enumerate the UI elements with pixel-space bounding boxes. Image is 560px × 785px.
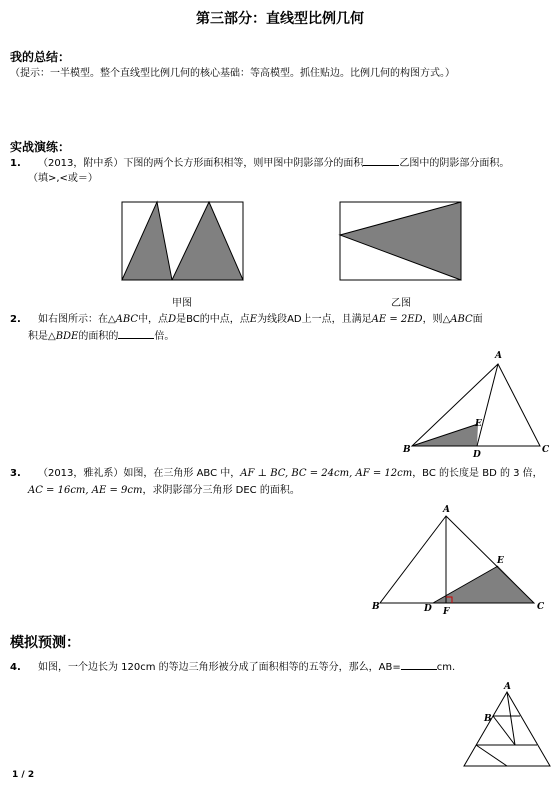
q2-text-b1: 积是 [28, 331, 48, 342]
q4-line-4 [476, 745, 507, 766]
q2-text-a1: 如右图所示：在 [37, 314, 108, 325]
q2-figure [402, 351, 550, 460]
q3-figure [371, 505, 545, 617]
figure-jia [122, 202, 243, 280]
q3-text-a2: ，BC 的长度是 BD 的 3 倍， [412, 468, 543, 479]
q2-math-d: D [168, 314, 177, 325]
summary-hint: （提示：一半模型。整个直线型比例几何的核心基础：等高模型。抓住贴边。比例几何的构图方式。） [10, 68, 455, 79]
q2-line1 [10, 313, 483, 326]
q3-math-cond2: AC = 16cm, AE = 9cm [28, 485, 143, 496]
q3-line1 [10, 467, 543, 480]
q2-label-d: D [473, 450, 481, 460]
jia-shaded-triangle-1 [122, 202, 172, 280]
q2-math-abc: △ABC [107, 314, 139, 325]
q4-number: 4. [10, 662, 21, 673]
q1-text-c: （填>,<或＝） [28, 173, 98, 184]
q2-text-a8: 面 [472, 314, 483, 325]
q4-answer-blank[interactable] [401, 660, 437, 670]
q2-math-eq: AE = 2ED [371, 314, 423, 325]
q3-label-a: A [443, 505, 450, 515]
summary-heading: 我的总结： [10, 50, 71, 64]
q2-label-c: C [542, 445, 550, 455]
yi-shaded-triangle [340, 202, 461, 280]
q2-label-a: A [495, 351, 502, 361]
page-number: 1 / 2 [12, 770, 35, 780]
q4-line1 [10, 660, 455, 674]
q4-text-b: cm. [436, 662, 456, 673]
q3-label-d: D [424, 604, 432, 614]
q3-label-c: C [537, 602, 545, 612]
q2-segment-ad [477, 364, 498, 446]
q4-line-5 [507, 692, 515, 745]
q2-text-a3: 是 [176, 314, 187, 325]
q2-text-b3: 倍。 [154, 331, 175, 342]
q2-math-abc2: △ABC [442, 314, 473, 325]
q2-math-e: E [249, 314, 258, 325]
q2-text-a7: ，则 [422, 314, 443, 325]
q1-caption-right: 乙图 [391, 298, 411, 309]
q2-text-a4: 的中点，点 [199, 314, 250, 325]
q2-line2 [28, 329, 174, 343]
q2-text-a5: 为线段 [257, 314, 288, 325]
q1-text-a: （2013，附中系）下图的两个长方形面积相等，则甲图中阴影部分的面积 [37, 158, 364, 169]
page-title: 第三部分：直线型比例几何 [196, 11, 364, 27]
q3-text-a1: （2013，雅礼系）如图，在三角形 ABC 中， [37, 468, 241, 479]
q3-math-cond: AF ⊥ BC, BC = 24cm, AF = 12cm [240, 468, 413, 479]
q2-text-a2: 中，点 [138, 314, 169, 325]
q1-number: 1. [10, 158, 21, 169]
q1-text-b: 乙图中的阴影部分面积。 [399, 158, 510, 169]
q2-text-a6: 上一点，且满足 [301, 314, 372, 325]
q4-equilateral-triangle [464, 692, 550, 766]
practice-heading: 实战演练： [10, 140, 71, 154]
q4-text-a: 如图，一个边长为 120cm 的等边三角形被分成了面积相等的五等分，那么，AB= [37, 662, 401, 673]
jia-shaded-triangle-2 [172, 202, 243, 280]
q2-math-bde: △BDE [48, 331, 79, 342]
q2-label-e: E [475, 419, 482, 429]
q3-label-b: B [372, 602, 380, 612]
q4-label-b: B [484, 714, 492, 724]
figure-yi [340, 202, 461, 280]
q3-text-b2: ，求阴影部分三角形 DEC 的面积。 [142, 485, 300, 496]
q2-answer-blank[interactable] [118, 329, 154, 339]
q3-line2 [28, 484, 300, 497]
q1-caption-left: 甲图 [172, 298, 192, 309]
q4-label-a: A [504, 682, 511, 692]
q2-number: 2. [10, 314, 21, 325]
q2-text-b2: 的面积的 [78, 331, 119, 342]
q4-figure [464, 682, 550, 766]
q3-label-e: E [497, 556, 504, 566]
q3-label-f: F [443, 607, 450, 617]
q2-label-b: B [403, 445, 411, 455]
q2-math-ad: AD [287, 314, 302, 325]
mock-heading: 模拟预测： [10, 635, 80, 651]
q2-math-bc: BC [186, 314, 200, 325]
q3-number: 3. [10, 468, 21, 479]
